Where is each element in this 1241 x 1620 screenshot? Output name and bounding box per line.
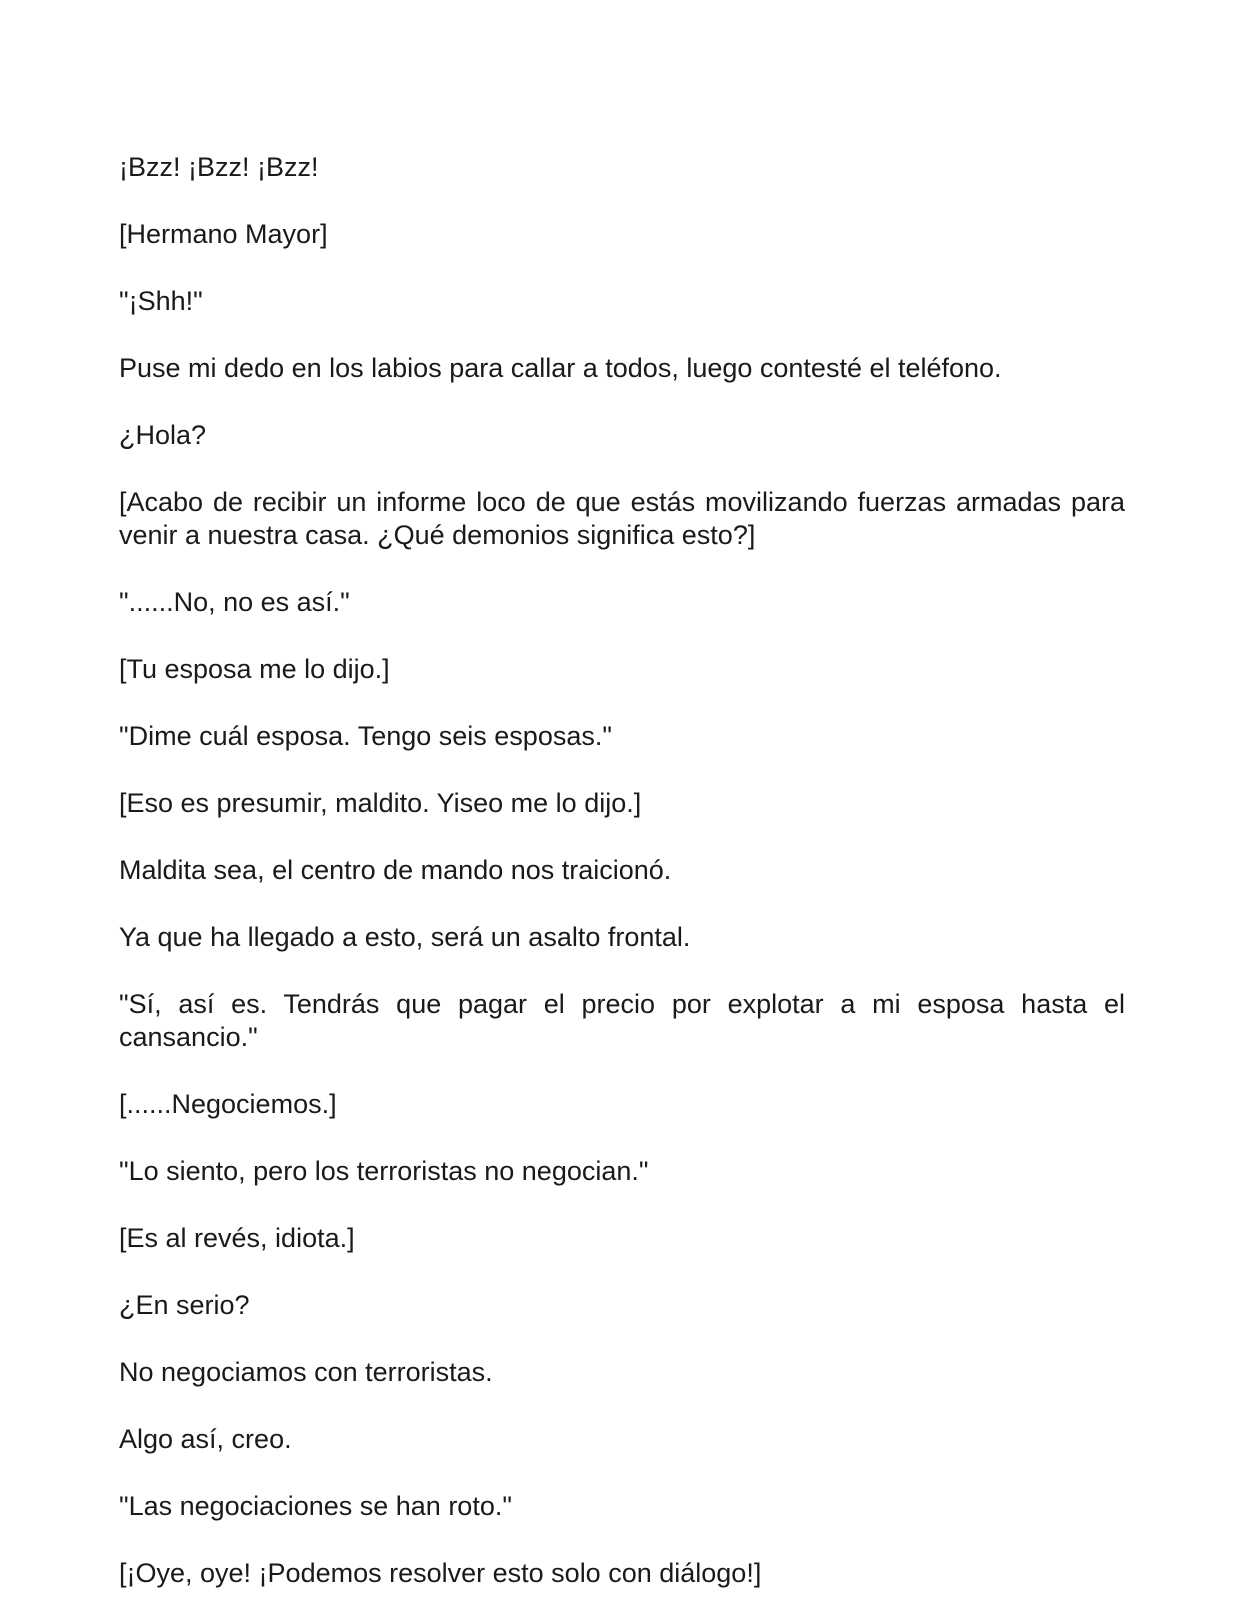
paragraph: "Dime cuál esposa. Tengo seis esposas." xyxy=(119,721,612,751)
paragraph: No negociamos con terroristas. xyxy=(119,1357,493,1387)
paragraph: [......Negociemos.] xyxy=(119,1089,337,1119)
paragraph: Puse mi dedo en los labios para callar a todos, luego contesté el teléfono. xyxy=(119,353,1002,383)
paragraph: ¿Hola? xyxy=(119,420,207,450)
paragraph: ¡Bzz! ¡Bzz! ¡Bzz! xyxy=(119,152,319,182)
paragraph: [¡Oye, oye! ¡Podemos resolver esto solo con diálogo!] xyxy=(119,1558,762,1588)
paragraph: "Lo siento, pero los terroristas no negocian." xyxy=(119,1156,649,1186)
paragraph: "......No, no es así." xyxy=(119,587,350,617)
paragraph: [Acabo de recibir un informe loco de que estás movilizando fuerzas armadas para venir a nuestra casa. ¿Qué demonios significa esto?] xyxy=(119,487,1125,550)
paragraph: "Las negociaciones se han roto." xyxy=(119,1491,512,1521)
paragraph: ¿En serio? xyxy=(119,1290,250,1320)
paragraph: [Es al revés, idiota.] xyxy=(119,1223,355,1253)
document-body xyxy=(119,151,1125,1590)
paragraph: Maldita sea, el centro de mando nos traicionó. xyxy=(119,855,672,885)
paragraph: [Tu esposa me lo dijo.] xyxy=(119,654,390,684)
paragraph: [Eso es presumir, maldito. Yiseo me lo dijo.] xyxy=(119,788,642,818)
paragraph: [Hermano Mayor] xyxy=(119,219,328,249)
paragraph: Algo así, creo. xyxy=(119,1424,292,1454)
paragraph: "¡Shh!" xyxy=(119,286,203,316)
paragraph: "Sí, así es. Tendrás que pagar el precio por explotar a mi esposa hasta el cansancio." xyxy=(119,989,1125,1052)
paragraph: Ya que ha llegado a esto, será un asalto frontal. xyxy=(119,922,691,952)
